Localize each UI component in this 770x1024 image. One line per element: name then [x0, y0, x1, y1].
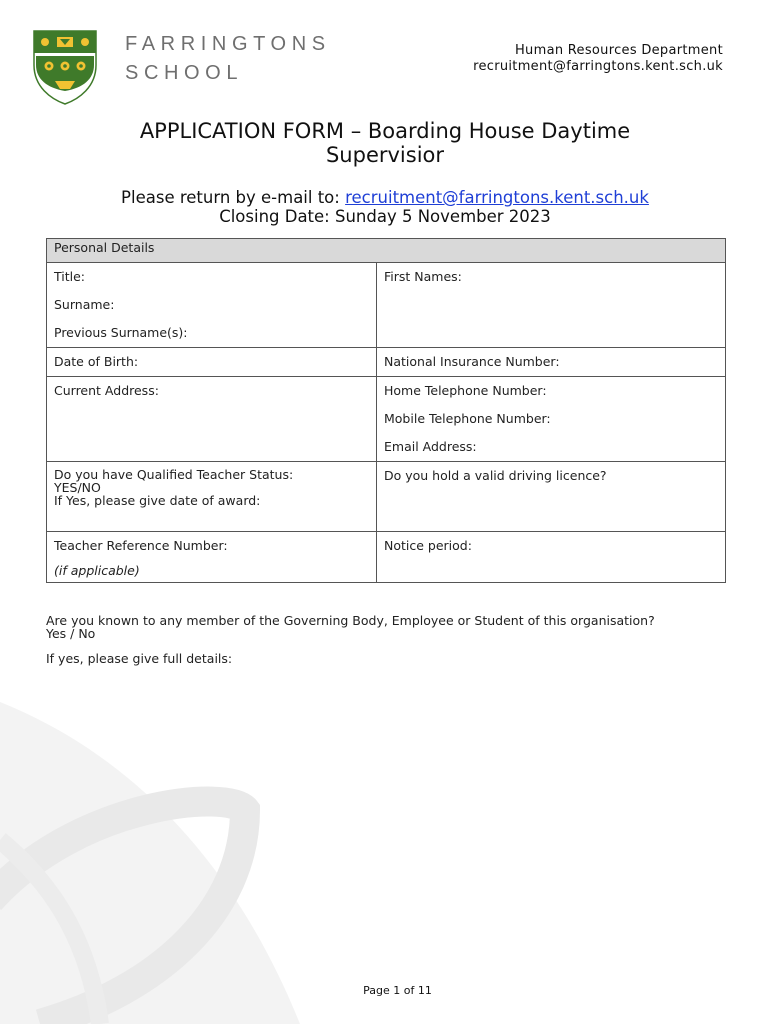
hr-email: recruitment@farringtons.kent.sch.uk	[473, 59, 723, 74]
email-label: Email Address:	[384, 439, 477, 454]
qts-options: YES/NO	[54, 480, 101, 495]
qts-cell[interactable]	[47, 462, 377, 532]
known-question: Are you known to any member of the Governing Body, Employee or Student of this organisation?	[46, 613, 655, 628]
page-title	[0, 119, 770, 167]
dob-cell[interactable]	[47, 348, 377, 377]
dob-label: Date of Birth:	[54, 354, 139, 369]
school-name-line1: FARRINGTONS	[125, 33, 331, 55]
school-name-line2: SCHOOL	[125, 62, 244, 84]
notice-cell[interactable]	[377, 532, 726, 583]
qts-date-label: If Yes, please give date of award:	[54, 493, 261, 508]
known-options: Yes / No	[46, 626, 96, 641]
details-label: If yes, please give full details:	[46, 651, 233, 666]
notice-label: Notice period:	[384, 538, 472, 553]
personal-details-table	[46, 238, 726, 583]
return-email-link[interactable]: recruitment@farringtons.kent.sch.uk	[345, 188, 649, 207]
previous-surname-label: Previous Surname(s):	[54, 325, 188, 340]
licence-cell[interactable]	[377, 462, 726, 532]
mobile-phone-label: Mobile Telephone Number:	[384, 411, 551, 426]
name-cell[interactable]	[47, 263, 377, 348]
title-label: Title:	[54, 269, 85, 284]
connections-section	[46, 614, 726, 665]
return-info	[0, 188, 770, 226]
teacher-ref-cell[interactable]	[47, 532, 377, 583]
teacher-ref-label: Teacher Reference Number:	[54, 538, 228, 553]
personal-details-header: Personal Details	[47, 239, 726, 263]
school-crest-logo	[33, 29, 97, 105]
hr-department: Human Resources Department	[514, 43, 723, 58]
hr-contact-block	[473, 43, 723, 75]
address-cell[interactable]	[47, 377, 377, 462]
ni-cell[interactable]	[377, 348, 726, 377]
ni-label: National Insurance Number:	[384, 354, 560, 369]
watermark-petal-graphic	[0, 690, 360, 1024]
qts-question: Do you have Qualified Teacher Status:	[54, 467, 294, 482]
closing-date: Closing Date: Sunday 5 November 2023	[219, 207, 551, 226]
contact-cell[interactable]	[377, 377, 726, 462]
page-title-line2: Supervisior	[325, 143, 445, 167]
first-names-label: First Names:	[384, 269, 462, 284]
page-number: Page 1 of 11	[363, 984, 432, 997]
school-name	[125, 30, 331, 88]
teacher-ref-note: (if applicable)	[54, 563, 140, 578]
home-phone-label: Home Telephone Number:	[384, 383, 547, 398]
page-title-line1: APPLICATION FORM – Boarding House Daytime	[139, 119, 631, 143]
address-label: Current Address:	[54, 383, 159, 398]
first-names-cell[interactable]	[377, 263, 726, 348]
return-line	[0, 188, 770, 207]
licence-question: Do you hold a valid driving licence?	[384, 468, 607, 483]
return-prefix: Please return by e-mail to:	[121, 188, 346, 207]
surname-label: Surname:	[54, 297, 115, 312]
